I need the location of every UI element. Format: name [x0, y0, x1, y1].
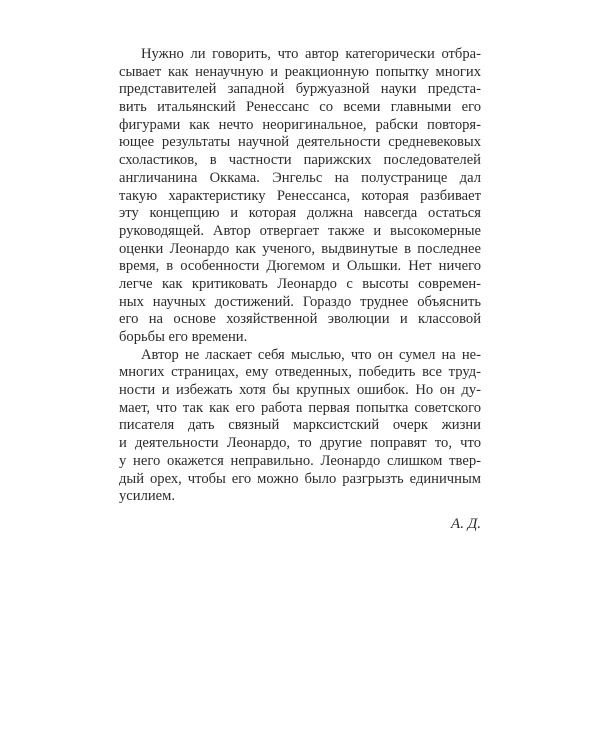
text-line: эту концепцию и которая должна навсегда остаться — [119, 205, 481, 222]
text-line: и деятельности Леонардо, то другие поправят то, что — [119, 435, 481, 452]
text-line: схоластиков, в частности парижских последователей — [119, 152, 481, 169]
text-block — [119, 46, 481, 534]
text-line: фигурами как нечто неоригинальное, рабски повторя- — [119, 116, 481, 133]
text-line: у него окажется неправильно. Леонардо слишком твер- — [119, 452, 481, 469]
text-line: мает, что так как его работа первая попытка советского — [119, 399, 481, 416]
text-line: время, в особенности Дюгемом и Ольшки. Нет ничего — [119, 258, 481, 275]
text-line: сывает как ненаучную и реакционную попытку многих — [119, 63, 481, 80]
text-line: его на основе хозяйственной эволюции и классовой — [119, 311, 481, 328]
author-signature: А. Д. — [451, 515, 481, 532]
text-line: руководящей. Автор отвергает также и высокомерные — [119, 222, 481, 239]
text-line: ющее результаты научной деятельности средневековых — [119, 134, 481, 151]
text-line: многих страницах, ему отведенных, победить все труд- — [119, 364, 481, 381]
text-line: Нужно ли говорить, что автор категорически отбра- — [141, 46, 481, 62]
text-line: представителей западной буржуазной науки предста- — [119, 81, 481, 98]
text-line: легче как критиковать Леонардо с высоты современ- — [119, 275, 481, 292]
text-line: Автор не ласкает себя мыслью, что он сумел на не- — [141, 346, 481, 363]
paragraph-1 — [119, 46, 481, 347]
text-line: борьбы его времени. — [119, 329, 248, 345]
text-line: ных научных достижений. Гораздо труднее объяснить — [119, 293, 481, 310]
paragraph-2 — [119, 347, 481, 506]
text-line: англичанина Оккама. Энгельс на полустранице дал — [119, 169, 481, 186]
text-line: вить итальянский Ренессанс со всеми главными его — [119, 99, 481, 116]
text-line: оценки Леонардо как ученого, выдвинутые в последнее — [119, 240, 481, 257]
text-line: дый орех, чтобы его можно было разгрызть единичным — [119, 470, 481, 487]
text-line: ности и избежать хотя бы крупных ошибок. Но он ду- — [119, 382, 481, 399]
text-line: усилием. — [119, 488, 176, 505]
text-line: такую характеристику Ренессанса, которая разбивает — [119, 187, 481, 204]
text-line: писателя дать связный марксистский очерк жизни — [119, 417, 481, 434]
